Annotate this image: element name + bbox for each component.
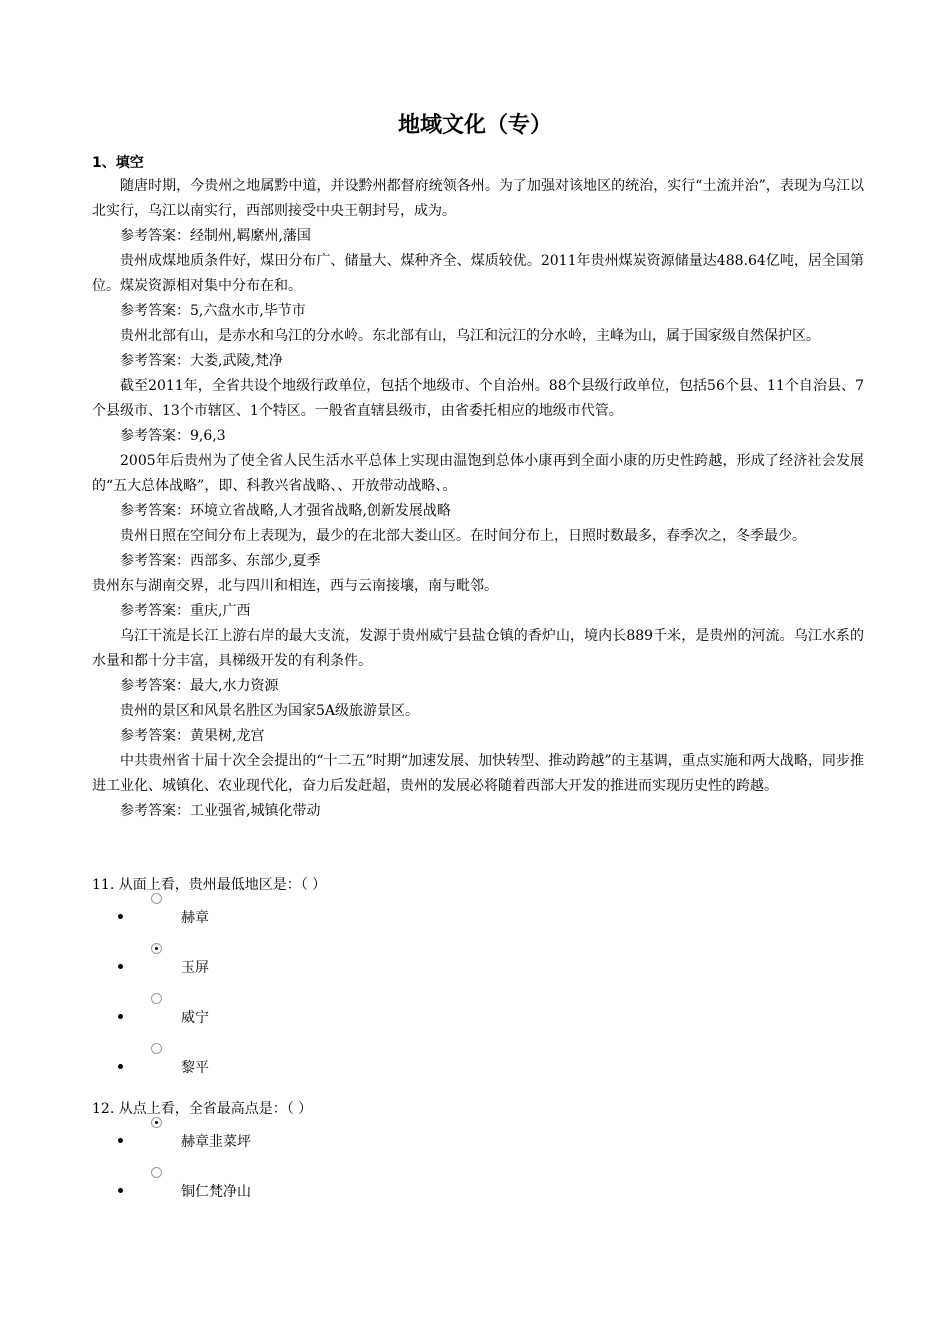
question-paragraph: 贵州东与湖南交界，北与四川和相连，西与云南接壤，南与毗邻。 [92,578,498,594]
section-heading: 1、填空 [92,155,144,171]
bullet-icon [118,1064,123,1069]
fill-in-blank-list [92,174,864,824]
question-11-text: 11. 从面上看，贵州最低地区是：（ ） [92,877,327,893]
document-title: 地域文化（专） [397,113,552,138]
bullet-icon [118,914,123,919]
answer-line: 参考答案：经制州,羁縻州,藩国 [120,228,311,244]
option-item[interactable] [118,1131,418,1151]
radio-button[interactable] [151,943,162,954]
option-label: 赫章韭菜坪 [181,1134,251,1150]
option-item[interactable] [118,1181,418,1201]
question-12-text: 12. 从点上看，全省最高点是：（ ） [92,1101,313,1117]
radio-button[interactable] [151,1167,162,1178]
option-item[interactable] [118,907,418,927]
question-paragraph: 2005年后贵州为了使全省人民生活水平总体上实现由温饱到总体小康再到全面小康的历史性跨越，形成了经济社会发展的“五大总体战略”，即、科教兴省战略、、开放带动战略、。 [92,453,864,494]
bullet-icon [118,1138,123,1143]
answer-line: 参考答案：工业强省,城镇化带动 [120,803,321,819]
radio-button[interactable] [151,1117,162,1128]
answer-line: 参考答案：环境立省战略,人才强省战略,创新发展战略 [120,503,451,519]
answer-line: 参考答案：重庆,广西 [120,603,251,619]
question-paragraph: 贵州成煤地质条件好，煤田分布广、储量大、煤种齐全、煤质较优。2011年贵州煤炭资源储量达488.64亿吨，居全国第位。煤炭资源相对集中分布在和。 [92,253,864,294]
option-label: 黎平 [181,1060,209,1076]
option-item[interactable] [118,1057,418,1077]
option-label: 赫章 [181,910,209,926]
answer-line: 参考答案：最大,水力资源 [120,678,279,694]
radio-button[interactable] [151,993,162,1004]
bullet-icon [118,1014,123,1019]
option-label: 玉屏 [181,960,209,976]
option-item[interactable] [118,957,418,977]
bullet-icon [118,1188,123,1193]
option-item[interactable] [118,1007,418,1027]
question-paragraph: 贵州日照在空间分布上表现为，最少的在北部大娄山区。在时间分布上，日照时数最多，春季次之，冬季最少。 [120,528,806,544]
question-paragraph: 中共贵州省十届十次全会提出的“十二五”时期“加速发展、加快转型、推动跨越”的主基调，重点实施和两大战略，同步推进工业化、城镇化、农业现代化，奋力后发赶超，贵州的发展必将随着西部大开发的推进而实现历史性的跨越。 [92,753,864,794]
answer-line: 参考答案：9,6,3 [120,428,226,444]
question-paragraph: 随唐时期，今贵州之地属黔中道，并设黔州都督府统领各州。为了加强对该地区的统治，实行“土流并治”，表现为乌江以北实行，乌江以南实行，西部则接受中央王朝封号，成为。 [92,178,864,219]
option-label: 威宁 [181,1010,209,1026]
question-paragraph: 乌江干流是长江上游右岸的最大支流，发源于贵州威宁县盐仓镇的香炉山，境内长889千米，是贵州的河流。乌江水系的水量和都十分丰富，具梯级开发的有利条件。 [92,628,864,669]
question-paragraph: 贵州北部有山，是赤水和乌江的分水岭。东北部有山，乌江和沅江的分水岭，主峰为山，属于国家级自然保护区。 [120,328,820,344]
radio-button[interactable] [151,893,162,904]
question-paragraph: 贵州的景区和风景名胜区为国家5A级旅游景区。 [120,703,420,719]
answer-line: 参考答案：西部多、东部少,夏季 [120,553,321,569]
radio-button[interactable] [151,1043,162,1054]
answer-line: 参考答案：大娄,武陵,梵净 [120,353,283,369]
bullet-icon [118,964,123,969]
answer-line: 参考答案：5,六盘水市,毕节市 [120,303,306,319]
question-paragraph: 截至2011年，全省共设个地级行政单位，包括个地级市、个自治州。88个县级行政单位，包括56个县、11个自治县、7个县级市、13个市辖区、1个特区。一般省直辖县级市，由省委托相应的地级市代管。 [92,378,864,419]
answer-line: 参考答案：黄果树,龙宫 [120,728,265,744]
option-label: 铜仁梵净山 [181,1184,251,1200]
